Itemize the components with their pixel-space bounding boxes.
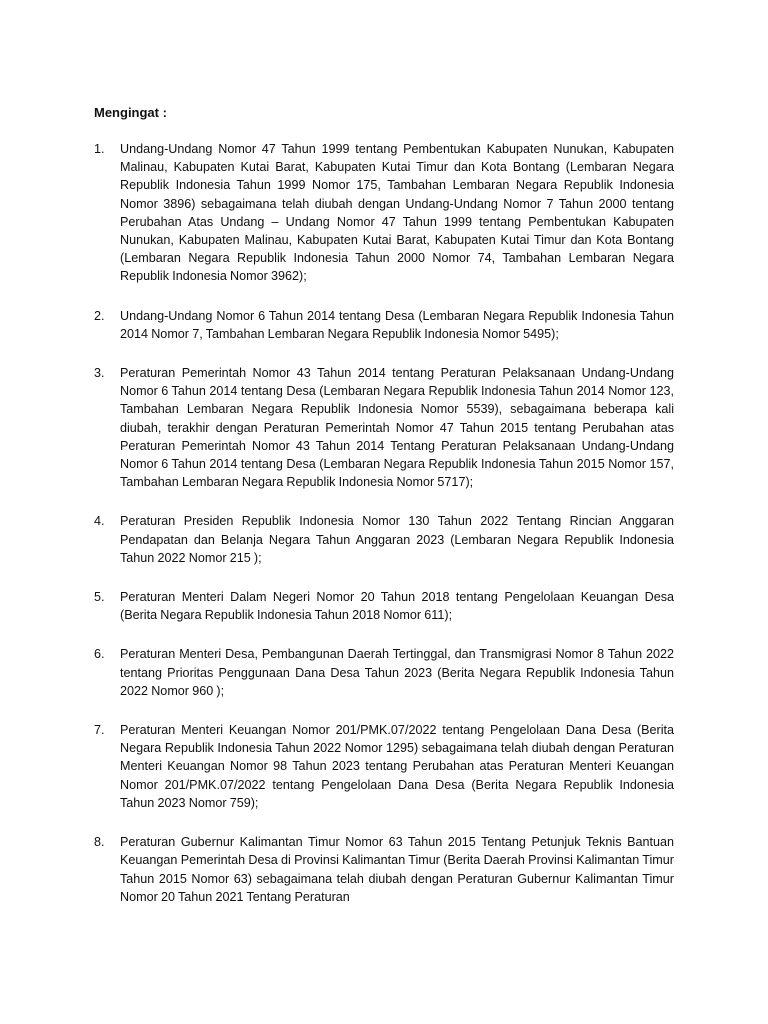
item-text: Undang-Undang Nomor 47 Tahun 1999 tentang Pembentukan Kabupaten Nunukan, Kabupaten Malinau, Kabupaten Kutai Barat, Kabupaten Kutai Timur dan Kota Bontang (Lembaran Negara Republik Indonesia Tahun 1999 Nomor 175, Tambahan Lembaran Negara Republik Indonesia Nomor 3896) sebagaimana telah diubah dengan Undang-Undang Nomor 7 Tahun 2000 tentang Perubahan Atas Undang – Undang Nomor 47 Tahun 1999 tentang Pembentukan Kabupaten Nunukan, Kabupaten Malinau, Kabupaten Kutai Barat, Kabupaten Kutai Timur dan Kota Bontang (Lembaran Negara Republik Indonesia Tahun 2000 Nomor 74, Tambahan Lembaran Negara Republik Indonesia Nomor 3962);: [120, 142, 674, 284]
list-item: [94, 364, 674, 491]
section-heading: Mengingat :: [94, 105, 167, 120]
item-number: 5.: [94, 590, 105, 605]
list-item: [94, 645, 674, 700]
legal-basis-list: [94, 140, 674, 927]
list-item: [94, 833, 674, 906]
list-item: [94, 512, 674, 567]
item-number: 1.: [94, 142, 105, 156]
item-number: 8.: [94, 835, 105, 850]
list-item: [94, 588, 674, 624]
item-number: 2.: [94, 308, 105, 323]
list-item: [94, 721, 674, 812]
item-text: Peraturan Menteri Dalam Negeri Nomor 20 Tahun 2018 tentang Pengelolaan Keuangan Desa (Berita Negara Republik Indonesia Tahun 2018 Nomor 611);: [120, 590, 674, 623]
item-number: 7.: [94, 723, 105, 738]
list-item: [94, 307, 674, 343]
item-text: Peraturan Pemerintah Nomor 43 Tahun 2014 tentang Peraturan Pelaksanaan Undang-Undang Nomor 6 Tahun 2014 tentang Desa (Lembaran Negara Republik Indonesia Tahun 2014 Nomor 123, Tambahan Lembaran Negara Republik Indonesia Nomor 5539), sebagaimana beberapa kali diubah, terakhir dengan Peraturan Pemerintah Nomor 47 Tahun 2015 tentang Perubahan atas Peraturan Pemerintah Nomor 43 Tahun 2014 Tentang Peraturan Pelaksanaan Undang-Undang Nomor 6 Tahun 2014 tentang Desa (Lembaran Negara Republik Indonesia Tahun 2015 Nomor 157, Tambahan Lembaran Negara Republik Indonesia Nomor 5717);: [120, 366, 674, 490]
item-text: Peraturan Gubernur Kalimantan Timur Nomor 63 Tahun 2015 Tentang Petunjuk Teknis Bantuan Keuangan Pemerintah Desa di Provinsi Kalimantan Timur (Berita Daerah Provinsi Kalimantan Timur Tahun 2015 Nomor 63) sebagaimana telah diubah dengan Peraturan Gubernur Kalimantan Timur Nomor 20 Tahun 2021 Tentang Peraturan: [120, 835, 674, 904]
item-number: 6.: [94, 647, 105, 662]
item-text: Peraturan Presiden Republik Indonesia Nomor 130 Tahun 2022 Tentang Rincian Anggaran Pendapatan dan Belanja Negara Tahun Anggaran 2023 (Lembaran Negara Republik Indonesia Tahun 2022 Nomor 215 );: [120, 514, 674, 565]
item-number: 4.: [94, 514, 105, 529]
item-text: Peraturan Menteri Keuangan Nomor 201/PMK.07/2022 tentang Pengelolaan Dana Desa (Berita Negara Republik Indonesia Tahun 2022 Nomor 1295) sebagaimana telah diubah dengan Peraturan Menteri Keuangan Nomor 98 Tahun 2023 tentang Perubahan atas Peraturan Menteri Keuangan Nomor 201/PMK.07/2022 tentang Pengelolaan Dana Desa (Berita Negara Republik Indonesia Tahun 2023 Nomor 759);: [120, 723, 674, 810]
item-text: Undang-Undang Nomor 6 Tahun 2014 tentang Desa (Lembaran Negara Republik Indonesia Tahun 2014 Nomor 7, Tambahan Lembaran Negara Republik Indonesia Nomor 5495);: [120, 308, 674, 341]
item-text: Peraturan Menteri Desa, Pembangunan Daerah Tertinggal, dan Transmigrasi Nomor 8 Tahun 2022 tentang Prioritas Penggunaan Dana Desa Tahun 2023 (Berita Negara Republik Indonesia Tahun 2022 Nomor 960 );: [120, 647, 674, 698]
item-number: 3.: [94, 366, 105, 381]
list-item: [94, 140, 674, 286]
